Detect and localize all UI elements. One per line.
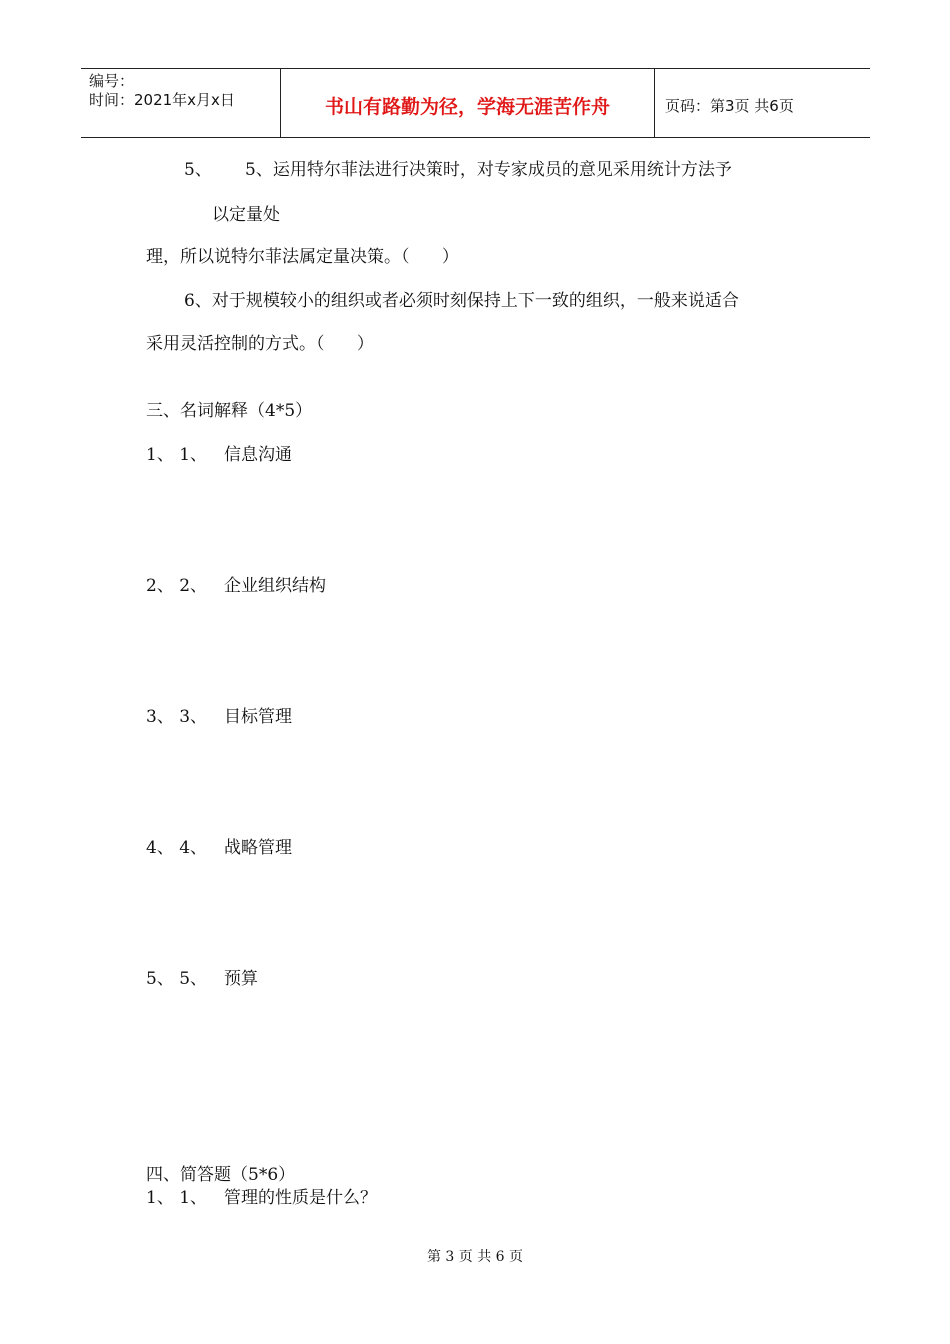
page-footer: 第 3 页 共 6 页 (426, 1249, 524, 1265)
header-page-info (655, 69, 870, 137)
s4-item1-number: 1、 1、 (146, 1188, 208, 1208)
s3-item1-term: 信息沟通 (224, 445, 292, 465)
s3-item5-number: 5、 5、 (146, 969, 208, 989)
s3-item2-number: 2、 2、 (146, 576, 208, 596)
s3-item3-term: 目标管理 (224, 707, 292, 727)
q5-line1: 5、运用特尔菲法进行决策时，对专家成员的意见采用统计方法予 (245, 160, 732, 180)
q5-line3: 理，所以说特尔菲法属定量决策。（ ） (146, 247, 459, 267)
number-label: 编号： (89, 72, 135, 90)
q6-line1: 6、对于规模较小的组织或者必须时刻保持上下一致的组织，一般来说适合 (184, 291, 739, 311)
s3-item1-number: 1、 1、 (146, 445, 208, 465)
s3-item4-number: 4、 4、 (146, 838, 208, 858)
section4-title: 四、简答题（5*6） (146, 1165, 296, 1185)
s4-item1-question: 管理的性质是什么？ (224, 1188, 377, 1208)
s3-item4-term: 战略管理 (224, 838, 292, 858)
q5-number: 5、 (184, 160, 212, 180)
page-info: 页码：第3页 共6页 (665, 96, 794, 115)
q5-line2: 以定量处 (212, 205, 280, 225)
s3-item2-term: 企业组织结构 (224, 576, 326, 596)
s3-item5-term: 预算 (224, 969, 258, 989)
s3-item3-number: 3、 3、 (146, 707, 208, 727)
section3-title: 三、名词解释（4*5） (146, 401, 313, 421)
q6-line2: 采用灵活控制的方式。（ ） (146, 334, 374, 354)
page-header (81, 68, 870, 138)
time-label: 时间：2021年x月x日 (89, 91, 235, 109)
header-motto-cell (281, 69, 655, 137)
motto: 书山有路勤为径，学海无涯苦作舟 (324, 95, 610, 118)
header-meta (81, 69, 281, 137)
